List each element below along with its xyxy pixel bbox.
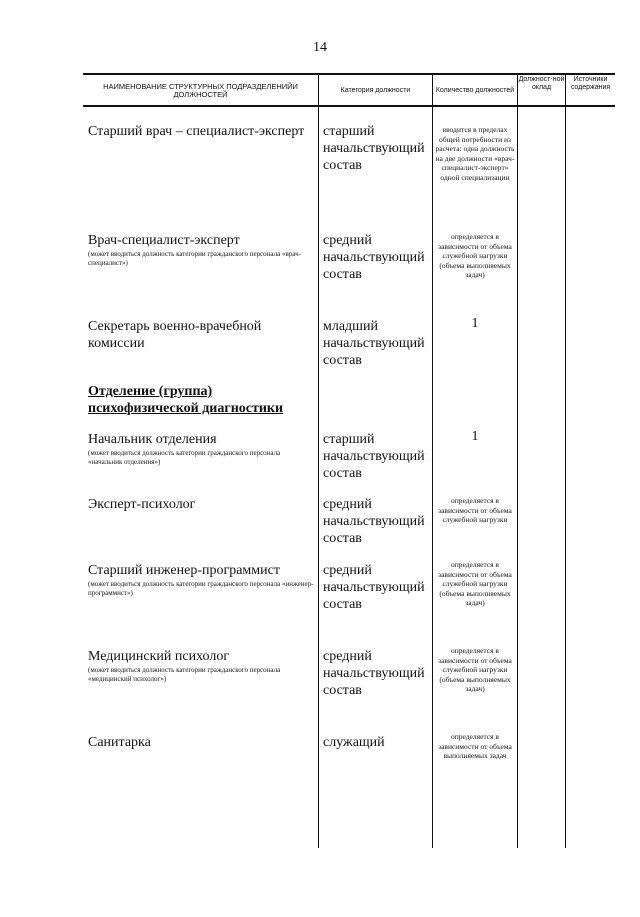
table-top-rule <box>83 73 615 75</box>
position-count: определяется в зависимости от объема служебной нагрузки <box>438 496 512 524</box>
header-name: НАИМЕНОВАНИЕ СТРУКТУРНЫХ ПОДРАЗДЕЛЕНИЙИ ДОЛЖНОСТЕЙ <box>103 81 298 99</box>
position-title: Старший инженер-программист <box>88 563 280 578</box>
position-note: (может вводиться должность категории гражданского персонала «начальник отделения») <box>88 449 281 466</box>
position-title: Санитарка <box>88 735 151 750</box>
page-number: 14 <box>313 40 327 55</box>
column-divider <box>318 73 319 848</box>
header-count: Количество должностей <box>435 86 515 94</box>
position-name <box>88 562 316 598</box>
position-count: определяется в зависимости от объема служебной нагрузки (объема выполняемых задач) <box>438 232 512 279</box>
position-title: Начальник отделения <box>88 432 217 447</box>
position-note: (может вводиться должность категории гражданского персонала «медицинский психолог») <box>88 666 281 683</box>
position-count: вводится в пределах общей потребности из расчета: одна должность на две должности «врач-специалист-эксперт» одной специализации <box>435 125 515 182</box>
position-category: средний начальствующий состав <box>323 649 425 698</box>
position-title: Старший врач – специалист-эксперт <box>88 124 305 139</box>
position-name <box>88 734 316 751</box>
position-count: 1 <box>471 429 479 444</box>
column-divider <box>517 73 518 848</box>
position-name <box>88 232 316 268</box>
position-name <box>88 648 316 684</box>
position-title: Секретарь военно-врачебной комиссии <box>88 319 262 351</box>
position-category: средний начальствующий состав <box>323 497 425 546</box>
section-heading: Отделение (группа) психофизической диагностики <box>88 384 284 416</box>
position-name <box>88 318 316 352</box>
position-category: служащий <box>323 735 385 750</box>
position-category: младший начальствующий состав <box>323 319 425 368</box>
position-title: Медицинский психолог <box>88 649 230 664</box>
position-category: старший начальствующий состав <box>323 432 425 481</box>
header-salary: Должност-ной оклад <box>518 76 565 91</box>
position-title: Эксперт-психолог <box>88 497 196 512</box>
position-category: средний начальствующий состав <box>323 233 425 282</box>
header-bottom-rule <box>83 105 615 107</box>
position-count: определяется в зависимости от объема служебной нагрузки (объема выполняемых задач) <box>438 646 512 693</box>
column-divider <box>565 73 566 848</box>
position-note: (может вводиться должность категории гражданского персонала «врач-специалист») <box>88 250 301 267</box>
position-category: старший начальствующий состав <box>323 124 425 173</box>
position-count: 1 <box>471 316 479 331</box>
position-note: (может вводиться должность категории гражданского персонала «инженер-программист») <box>88 580 314 597</box>
header-source: Источники содержания <box>570 76 611 91</box>
position-title: Врач-специалист-эксперт <box>88 233 240 248</box>
position-name <box>88 123 316 140</box>
position-name <box>88 496 316 513</box>
position-count: определяется в зависимости от объема выполняемых задач <box>438 732 512 760</box>
position-name <box>88 431 316 467</box>
position-count: определяется в зависимости от объема служебной нагрузки (объема выполняемых задач) <box>438 560 512 607</box>
header-category: Категория должности <box>340 86 411 94</box>
position-category: средний начальствующий состав <box>323 563 425 612</box>
staff-table <box>83 73 615 848</box>
